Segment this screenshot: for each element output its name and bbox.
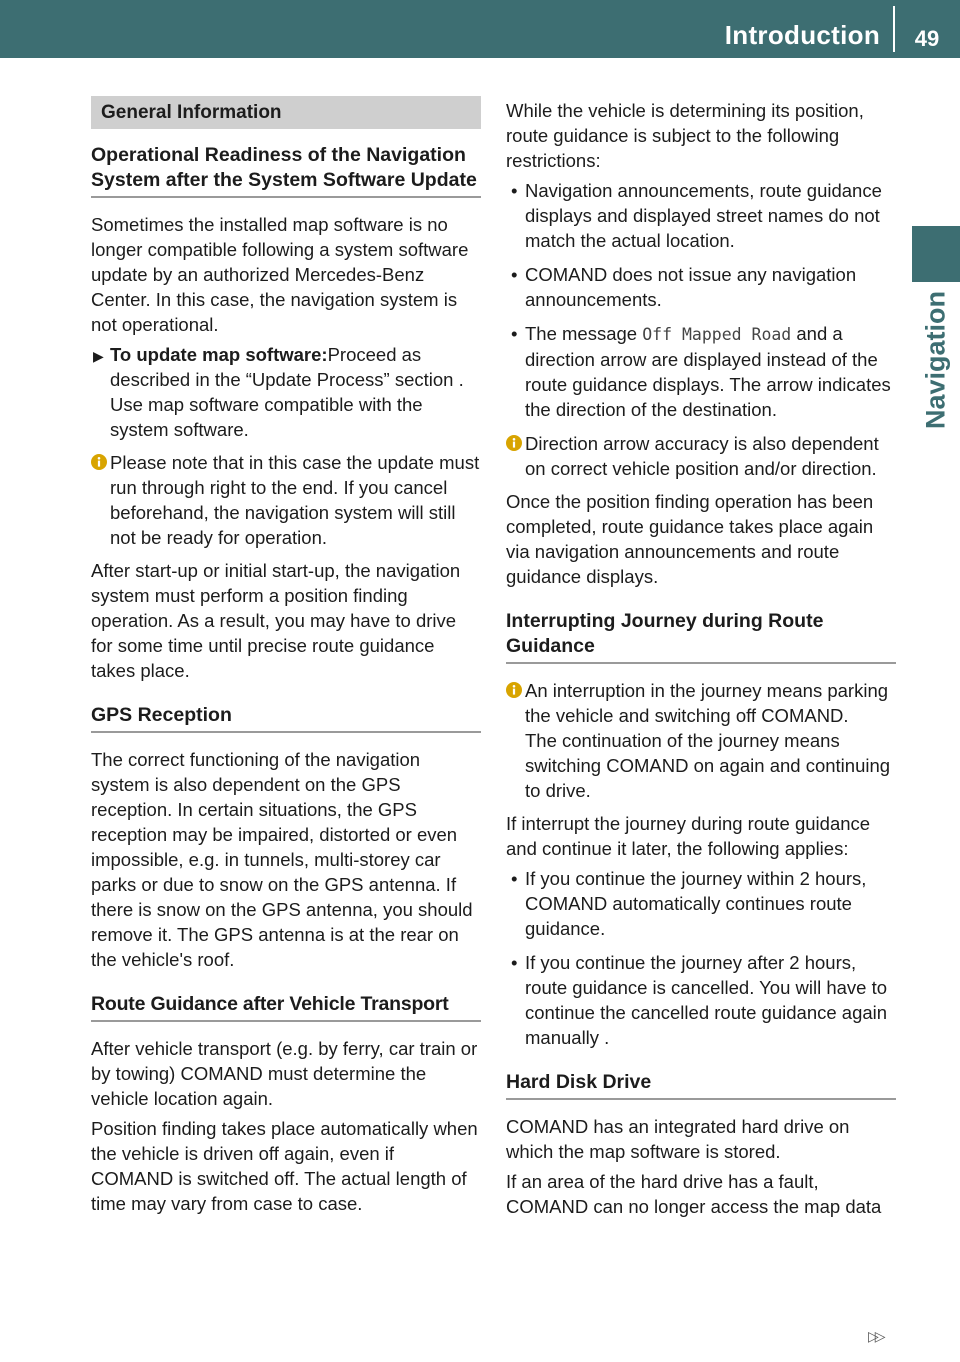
info-icon xyxy=(506,435,522,451)
instruction-update-map xyxy=(91,342,481,442)
info-note-text: An interruption in the journey means parking the vehicle and switching off COMAND. xyxy=(525,680,889,726)
info-note-update xyxy=(91,450,481,550)
page-number: 49 xyxy=(914,26,940,51)
header-divider xyxy=(893,6,895,52)
info-note-text: The continuation of the journey means switching COMAND on again and continuing to drive. xyxy=(525,730,891,801)
continuation-arrows-icon: ▷▷ xyxy=(868,1328,882,1344)
paragraph-guidance-resumes: Once the position finding operation has been completed, route guidance takes place again via navigation announcements and route guidance displays. xyxy=(506,491,874,587)
info-note-text: Direction arrow accuracy is also dependent on correct vehicle position and/or direction. xyxy=(525,433,879,479)
list-item: • The message Off Mapped Road and a direction arrow are displayed instead of the route guidance displays. The arrow indicates the direction of the destination. xyxy=(506,321,896,422)
heading-interrupting-journey: Interrupting Journey during Route Guidance xyxy=(506,609,896,664)
page-header xyxy=(0,0,960,58)
left-column xyxy=(91,96,481,1221)
side-tab-label: Navigation xyxy=(920,290,951,430)
paragraph-hdd-fault: If an area of the hard drive has a fault, COMAND can no longer access the map data xyxy=(506,1171,882,1217)
heading-operational-readiness: Operational Readiness of the Navigation System after the System Software Update xyxy=(91,143,481,198)
instruction-text: Proceed as described in the “Update Process” section . Use map software compatible with the system software. xyxy=(110,344,464,440)
off-mapped-road-message: Off Mapped Road xyxy=(642,325,792,344)
paragraph-transport: After vehicle transport (e.g. by ferry, car train or by towing) COMAND must determine the vehicle location again. xyxy=(91,1038,478,1109)
paragraph-map-compatibility: Sometimes the installed map software is no longer compatible following a system software update by an authorized Mercedes-Benz Center. In this case, the navigation system is not operational. xyxy=(91,214,469,335)
info-note-arrow-accuracy xyxy=(506,431,896,481)
list-item: • Navigation announcements, route guidance displays and displayed street names do not match the actual location. xyxy=(506,178,896,253)
interrupt-rules-list xyxy=(506,866,896,1050)
side-tab-marker xyxy=(912,226,960,282)
instruction-label: To update map software: xyxy=(110,344,328,365)
right-column xyxy=(506,98,896,1224)
chapter-title: Introduction xyxy=(724,20,880,50)
info-note-text: Please note that in this case the update must run through right to the end. If you cancel beforehand, the navigation system will still not be ready for operation. xyxy=(110,452,480,548)
heading-hard-disk-drive: Hard Disk Drive xyxy=(506,1070,896,1100)
paragraph-position-finding: After start-up or initial start-up, the navigation system must perform a position finding operation. As a result, you may have to drive for some time until precise route guidance takes place. xyxy=(91,560,461,681)
paragraph-automatic-position: Position finding takes place automatically when the vehicle is driven off again, even if COMAND is switched off. The actual length of time may vary from case to case. xyxy=(91,1118,478,1214)
info-note-interruption xyxy=(506,678,896,803)
paragraph-interrupt-rules: If interrupt the journey during route guidance and continue it later, the following applies: xyxy=(506,813,871,859)
paragraph-hdd-storage: COMAND has an integrated hard drive on which the map software is stored. xyxy=(506,1116,850,1162)
list-item: • COMAND does not issue any navigation announcements. xyxy=(506,262,896,312)
info-icon xyxy=(91,454,107,470)
list-item: • If you continue the journey after 2 hours, route guidance is cancelled. You will have to continue the cancelled route guidance again manually . xyxy=(506,950,896,1050)
paragraph-restrictions: While the vehicle is determining its position, route guidance is subject to the following restrictions: xyxy=(506,100,864,171)
restriction-list xyxy=(506,178,896,422)
section-bar: General Information xyxy=(91,96,481,129)
paragraph-gps: The correct functioning of the navigation system is also dependent on the GPS reception. In certain situations, the GPS reception may be impaired, distorted or even impossible, e.g. in tunnels, multi-storey car parks or due to snow on the GPS antenna. If there is snow on the GPS antenna, you should remove it. The GPS antenna is at the rear on the vehicle's roof. xyxy=(91,749,473,970)
heading-gps-reception: GPS Reception xyxy=(91,703,481,733)
list-item: • If you continue the journey within 2 hours, COMAND automatically continues route guidance. xyxy=(506,866,896,941)
instruction-arrow-icon: ▶ xyxy=(93,348,104,364)
heading-vehicle-transport: Route Guidance after Vehicle Transport xyxy=(91,992,481,1022)
info-icon xyxy=(506,682,522,698)
